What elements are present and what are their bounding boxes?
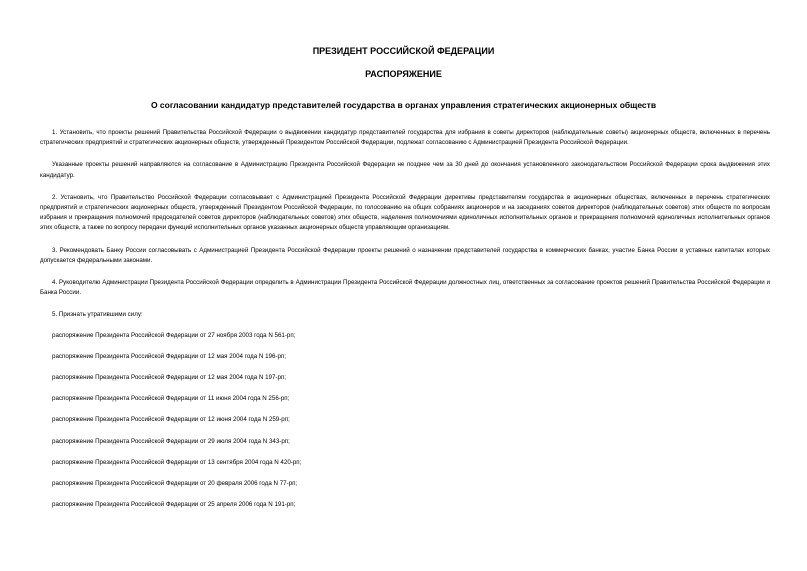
revoked-item: распоряжение Президента Российской Федерации от 29 июля 2004 года N 343-рп; — [52, 437, 290, 445]
revoked-list — [40, 331, 770, 511]
revoked-item: распоряжение Президента Российской Федерации от 13 сентября 2004 года N 420-рп; — [52, 458, 302, 466]
paragraph-1-note: Указанные проекты решений направляются на согласование в Администрацию Президента Российской Федерации не позднее чем за 30 дней до окончания установленного законодательством Российской Федерации срока выдвижения этих кандидатур. — [40, 161, 770, 179]
revoked-item: распоряжение Президента Российской Федерации от 25 апреля 2006 года N 191-рп; — [52, 501, 296, 509]
revoked-item: распоряжение Президента Российской Федерации от 12 мая 2004 года N 196-рп; — [52, 352, 286, 360]
paragraph-1: 1. Установить, что проекты решений Правительства Российской Федерации о выдвижении кандидатур представителей государства для избрания в советы директоров (наблюдательные советы) акционерных обществ, включенных в перечень стратегических предприятий и стратегических акционерных обществ, утвержденный Президентом Российской Федерации, подлежат согласованию с Администрацией Президента Российской Федерации. — [40, 129, 770, 147]
document-body — [40, 128, 770, 510]
revoked-item: распоряжение Президента Российской Федерации от 11 июня 2004 года N 256-рп; — [52, 395, 290, 403]
revoked-item: распоряжение Президента Российской Федерации от 20 февраля 2006 года N 77-рп; — [52, 480, 298, 488]
document-subject: О согласовании кандидатур представителей государства в органах управления стратегических акционерных обществ — [150, 100, 657, 110]
revoked-item: распоряжение Президента Российской Федерации от 27 ноября 2003 года N 561-рп; — [52, 331, 296, 339]
paragraph-2: 2. Установить, что Правительство Российской Федерации согласовывает с Администрацией Президента Российской Федерации директивы представителям государства в акционерных обществах, включенных в перечень стратегических предприятий и стратегических акционерных обществ, утвержденный Президентом Российской Федерации, по голосованию на общих собраниях акционеров и на заседаниях советов директоров (наблюдательных советов) этих обществ по вопросам избрания и прекращения полномочий председателей советов директоров (наблюдательных советов) этих обществ, наделения полномочиями единоличных исполнительных органов и прекращения полномочий единоличных исполнительных органов этих обществ, а также по вопросу передачи функций исполнительных органов указанных акционерных обществ управляющим организациям. — [40, 193, 770, 232]
authority-heading: ПРЕЗИДЕНТ РОССИЙСКОЙ ФЕДЕРАЦИИ — [312, 46, 495, 56]
revoked-item: распоряжение Президента Российской Федерации от 12 мая 2004 года N 197-рп; — [52, 374, 286, 382]
paragraph-5: 5. Признать утратившими силу: — [52, 311, 143, 319]
document-type-heading: РАСПОРЯЖЕНИЕ — [365, 69, 442, 79]
revoked-item: распоряжение Президента Российской Федерации от 12 июня 2004 года N 259-рп; — [52, 416, 290, 424]
paragraph-4: 4. Руководителю Администрации Президента Российской Федерации определить в Администрации Президента Российской Федерации должностных лиц, ответственных за согласование проектов решений Правительства Российской Федерации и Банка России. — [40, 279, 770, 297]
paragraph-3: 3. Рекомендовать Банку России согласовывать с Администрацией Президента Российской Федерации проекты решений о назначении представителей государства в коммерческих банках, участие Банка России в уставных капиталах которых допускается федеральными законами. — [40, 246, 770, 264]
